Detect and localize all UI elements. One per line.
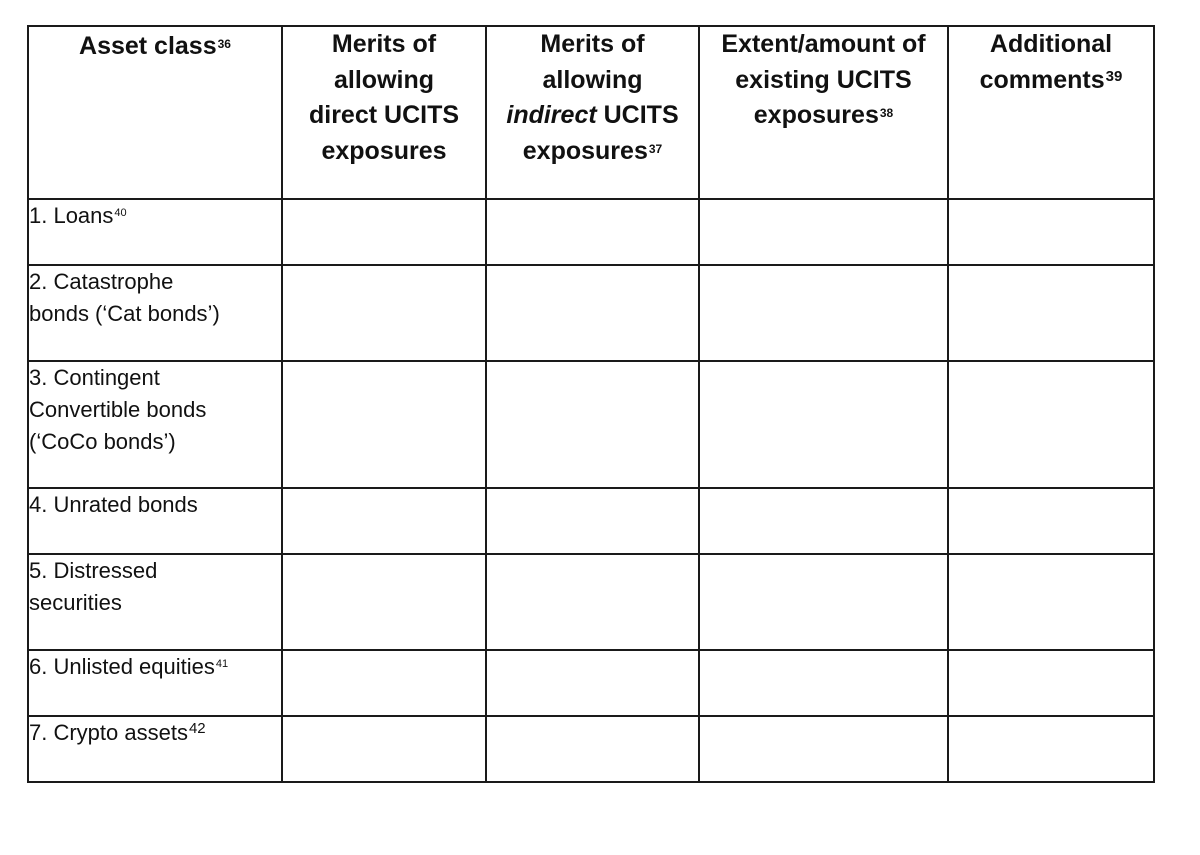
table-row — [28, 716, 1154, 782]
row-label-line: Convertible bonds — [29, 397, 207, 422]
footnote-39: 39 — [1105, 67, 1123, 85]
header-extent-line3: exposures — [753, 101, 879, 129]
header-indirect-line2: allowing — [542, 65, 643, 94]
cell-comments-unrated-bonds[interactable] — [948, 488, 1154, 554]
header-direct-line4: exposures — [321, 136, 447, 165]
cell-direct-unlisted-equities[interactable] — [282, 650, 486, 716]
row-label-line: 4. Unrated bonds — [29, 492, 198, 517]
cell-extent-cat-bonds[interactable] — [699, 265, 948, 361]
header-comments-line1: Additional — [989, 30, 1113, 58]
cell-indirect-crypto-assets[interactable] — [486, 716, 699, 782]
cell-extent-unrated-bonds[interactable] — [699, 488, 948, 554]
cell-direct-crypto-assets[interactable] — [282, 716, 486, 782]
cell-indirect-unrated-bonds[interactable] — [486, 488, 699, 554]
table-row — [28, 554, 1154, 650]
header-extent-existing — [699, 26, 948, 199]
row-label-line: 1. Loans — [29, 203, 114, 228]
header-indirect-italic: indirect — [506, 101, 597, 129]
header-asset-class-text: Asset class — [79, 32, 217, 60]
cell-indirect-cat-bonds[interactable] — [486, 265, 699, 361]
cell-extent-distressed[interactable] — [699, 554, 948, 650]
row-label-line: 7. Crypto assets — [29, 720, 188, 745]
table-row — [28, 650, 1154, 716]
footnote-38: 38 — [879, 106, 894, 120]
row-label-cat-bonds — [28, 265, 282, 361]
cell-comments-crypto-assets[interactable] — [948, 716, 1154, 782]
header-additional-comments — [948, 26, 1154, 199]
footnote-36: 36 — [217, 37, 231, 51]
row-label-unlisted-equities — [28, 650, 282, 716]
header-indirect-line1: Merits of — [540, 30, 645, 58]
row-label-line: (‘CoCo bonds’) — [29, 429, 176, 454]
cell-direct-coco-bonds[interactable] — [282, 361, 486, 488]
cell-indirect-coco-bonds[interactable] — [486, 361, 699, 488]
row-label-loans — [28, 199, 282, 265]
footnote-42: 42 — [188, 720, 206, 737]
row-label-crypto-assets — [28, 716, 282, 782]
cell-comments-cat-bonds[interactable] — [948, 265, 1154, 361]
row-label-unrated-bonds — [28, 488, 282, 554]
cell-extent-coco-bonds[interactable] — [699, 361, 948, 488]
table-row — [28, 199, 1154, 265]
table-row — [28, 265, 1154, 361]
header-extent-line2: existing UCITS — [735, 65, 912, 94]
header-asset-class — [28, 26, 282, 199]
cell-direct-loans[interactable] — [282, 199, 486, 265]
header-comments-line2: comments — [979, 65, 1105, 94]
row-label-distressed-securities — [28, 554, 282, 650]
row-label-coco-bonds — [28, 361, 282, 488]
asset-class-table — [27, 25, 1155, 783]
cell-indirect-unlisted-equities[interactable] — [486, 650, 699, 716]
table-row — [28, 488, 1154, 554]
cell-comments-distressed[interactable] — [948, 554, 1154, 650]
row-label-line: bonds (‘Cat bonds’) — [29, 301, 220, 326]
row-label-line: 5. Distressed — [29, 558, 158, 583]
header-direct-line2: allowing — [334, 65, 434, 94]
cell-comments-unlisted-equities[interactable] — [948, 650, 1154, 716]
cell-direct-distressed[interactable] — [282, 554, 486, 650]
cell-extent-crypto-assets[interactable] — [699, 716, 948, 782]
table-row — [28, 361, 1154, 488]
cell-comments-loans[interactable] — [948, 199, 1154, 265]
footnote-40: 40 — [114, 207, 127, 219]
header-indirect-exposures — [486, 26, 699, 199]
header-direct-line1: Merits of — [331, 30, 437, 58]
header-indirect-line3-rest: UCITS — [596, 101, 679, 129]
header-extent-line1: Extent/amount of — [721, 30, 926, 58]
cell-direct-cat-bonds[interactable] — [282, 265, 486, 361]
cell-indirect-loans[interactable] — [486, 199, 699, 265]
cell-comments-coco-bonds[interactable] — [948, 361, 1154, 488]
footnote-37: 37 — [648, 141, 663, 156]
header-direct-exposures — [282, 26, 486, 199]
cell-indirect-distressed[interactable] — [486, 554, 699, 650]
row-label-line: 3. Contingent — [29, 365, 160, 390]
header-direct-line3: direct UCITS — [308, 101, 460, 129]
cell-extent-loans[interactable] — [699, 199, 948, 265]
footnote-41: 41 — [215, 658, 229, 670]
header-indirect-line4: exposures — [522, 136, 648, 165]
cell-extent-unlisted-equities[interactable] — [699, 650, 948, 716]
row-label-line: 2. Catastrophe — [29, 269, 174, 294]
header-row — [28, 26, 1154, 199]
row-label-line: securities — [29, 590, 122, 615]
row-label-line: 6. Unlisted equities — [29, 654, 215, 679]
cell-direct-unrated-bonds[interactable] — [282, 488, 486, 554]
